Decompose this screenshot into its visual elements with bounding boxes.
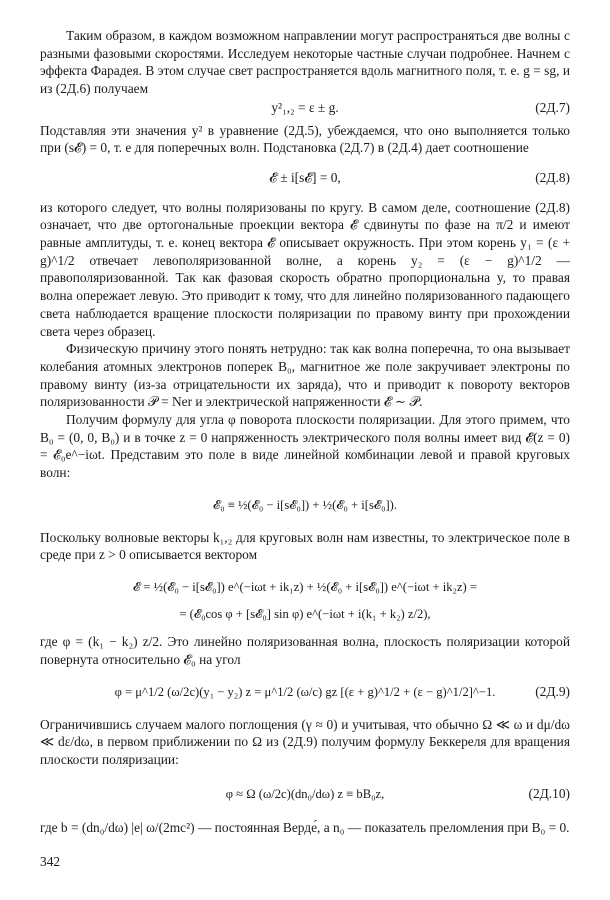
equation-2d10 — [40, 785, 570, 804]
paragraph-circular-polarization: из которого следует, что волны поляризованы по кругу. В самом деле, соотношение (2Д.8) означает, что две ортогональные проекции вектора 𝓔 сдвинуты по фазе на π/2 и имеют равные амплитуды, т. е. конец вектора 𝓔 описывает окружность. При этом корень y₁ = (ε + g)^1/2 отвечает левополяризованной волне, а корень y₂ = (ε − g)^1/2 — правополяризованной. Так как фазовая скорость обратно пропорциональна y, то правая волна опережает левую. Это приводит к тому, что для линейно поляризованного падающего света наблюдается вращение плоскости поляризации по правому винту при прохождении света через образец. — [40, 199, 570, 339]
paragraph-verdet-constant: где b = (dn₀/dω) |e| ω/(2mc²) — постоянная Верде́, а n₀ — показатель преломления при B₀ = 0. — [40, 820, 570, 836]
equation-field-line2-text: = (𝓔₀cos φ + [s𝓔₀] sin φ) e^(−iωt + i(k₁ + k₂) z/2), — [179, 606, 431, 621]
paragraph-faraday-intro: Таким образом, в каждом возможном направлении могут распространяться две волны с разными фазовыми скоростями. Исследуем некоторые частные случаи подробнее. Начнем с эффекта Фарадея. В этом случае свет распространяется вдоль магнитного поля, т. е. g = sg, и из (2Д.6) получаем — [40, 28, 570, 97]
equation-field-line2 — [40, 605, 570, 624]
equation-2d8-text: 𝓔 ± i[s𝓔] = 0, — [269, 169, 341, 185]
equation-2d7 — [40, 99, 570, 117]
equation-e0-decomposition — [40, 496, 570, 515]
equation-field-line1 — [40, 578, 570, 597]
equation-2d10-number: (2Д.10) — [528, 786, 570, 802]
equation-2d9-text: φ = μ^1/2 (ω/2c)(y₁ − y₂) z = μ^1/2 (ω/c) gz [(ε + g)^1/2 + (ε − g)^1/2]^−1. — [114, 684, 496, 699]
paragraph-wave-vectors: Поскольку волновые векторы k₁,₂ для круговых волн нам известны, то электрическое поле в среде при z > 0 описывается вектором — [40, 529, 570, 563]
equation-2d10-text: φ ≈ Ω (ω/2c)(dn₀/dω) z ≡ bB₀z, — [225, 786, 385, 801]
equation-2d8-number: (2Д.8) — [535, 169, 570, 185]
paragraph-substitution: Подставляя эти значения y² в уравнение (2Д.5), убеждаемся, что оно выполняется только при (s𝓔) = 0, т. е для поперечных волн. Подстановка (2Д.7) в (2Д.4) дает соотношение — [40, 122, 570, 156]
equation-2d8 — [40, 169, 570, 187]
equation-2d9 — [40, 683, 570, 702]
equation-2d9-number: (2Д.9) — [535, 684, 570, 700]
equation-field-line1-text: 𝓔 = ½(𝓔₀ − i[s𝓔₀]) e^(−iωt + ik₁z) + ½(𝓔₀ + i[s𝓔₀]) e^(−iωt + ik₂z) = — [133, 579, 477, 594]
paragraph-becquerel: Ограничившись случаем малого поглощения (γ ≈ 0) и учитывая, что обычно Ω ≪ ω и dμ/dω ≪ dε/dω, в первом приближении по Ω из (2Д.9) получим формулу Беккереля для вращения плоскости поляризации: — [40, 716, 570, 767]
paragraph-physical-reason: Физическую причину этого понять нетрудно: так как волна поперечна, то она вызывает колебания атомных электронов поперек B₀, магнитное же поле закручивает электроны по правому винту (из-за отрицательности их заряда), что и приводит к повороту векторов поляризованности 𝒫 = Ner и электрической напряженности 𝓔 ∼ 𝒫. — [40, 341, 570, 410]
page-number: 342 — [40, 854, 61, 869]
equation-e0-text: 𝓔₀ ≡ ½(𝓔₀ − i[s𝓔₀]) + ½(𝓔₀ + i[s𝓔₀]). — [212, 497, 398, 512]
equation-2d7-number: (2Д.7) — [535, 99, 570, 115]
equation-2d7-text: y²₁,₂ = ε ± g. — [271, 99, 339, 115]
paragraph-rotation-angle: Получим формулу для угла φ поворота плоскости поляризации. Для этого примем, что B₀ = (0, 0, B₀) и в точке z = 0 напряженность электрического поля волны имеет вид 𝓔(z = 0) = 𝓔₀e^−iωt. Представим это поле в виде линейной комбинации левой и правой круговых волн: — [40, 412, 570, 481]
page-body — [40, 27, 570, 837]
paragraph-linear-polarized: где φ = (k₁ − k₂) z/2. Это линейно поляризованная волна, плоскость поляризации которой повернута относительно 𝓔₀ на угол — [40, 634, 570, 668]
